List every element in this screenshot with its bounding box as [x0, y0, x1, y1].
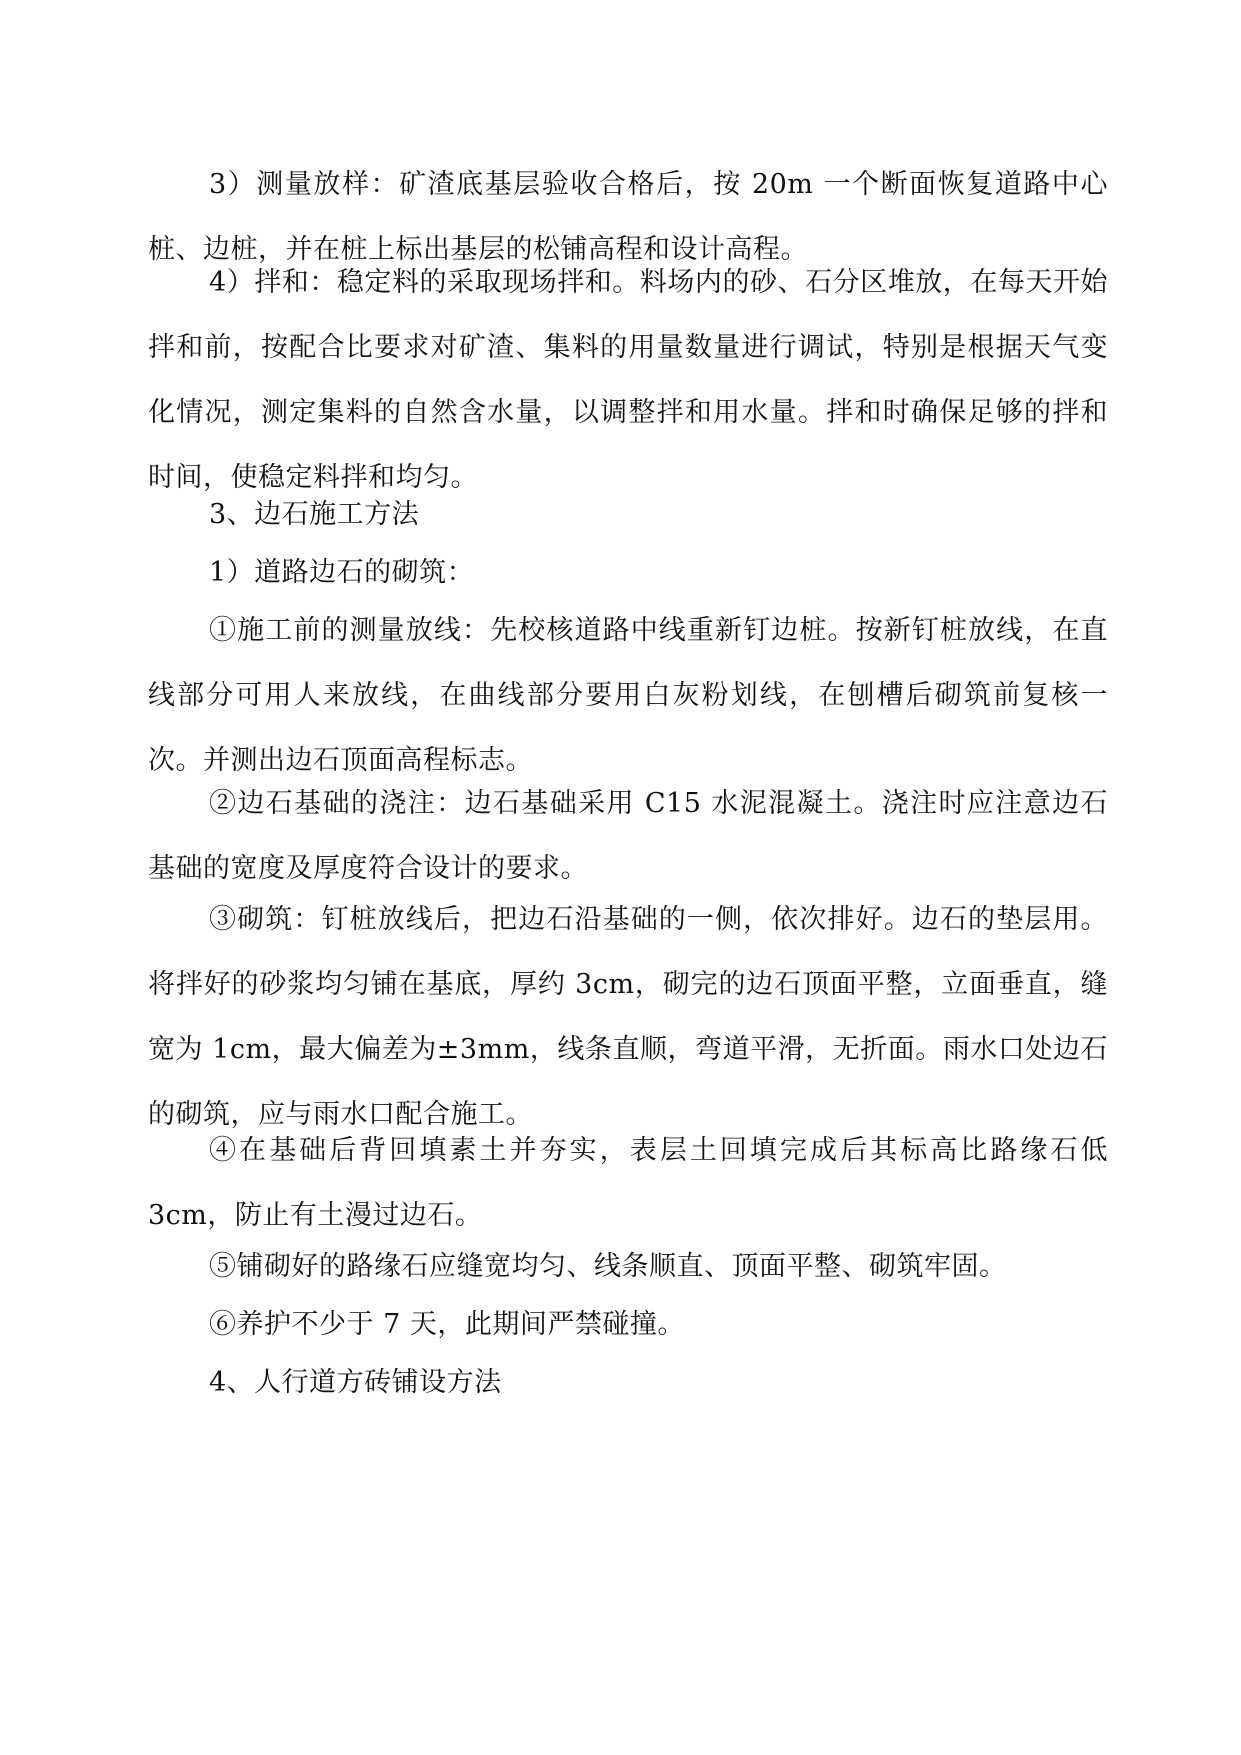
list-item-backfill: ④在基础后背回填素土并夯实，表层土回填完成后其标高比路缘石低3cm，防止有土漫过边石。 — [148, 1135, 1108, 1231]
section-heading-sidewalk-tiles: 4、人行道方砖铺设方法 — [209, 1367, 502, 1398]
list-item-foundation-pouring: ②边石基础的浇注：边石基础采用 C15 水泥混凝土。浇注时应注意边石基础的宽度及厚度符合设计的要求。 — [148, 788, 1108, 884]
list-item-survey-before-construction: ①施工前的测量放线：先校核道路中线重新钉边桩。按新钉桩放线，在直线部分可用人来放线，在曲线部分要用白灰粉划线，在刨槽后砌筑前复核一次。并测出边石顶面高程标志。 — [148, 615, 1108, 776]
subsection-heading-curb-masonry: 1）道路边石的砌筑： — [209, 557, 475, 588]
paragraph-mixing: 4）拌和：稳定料的采取现场拌和。料场内的砂、石分区堆放，在每天开始拌和前，按配合比要求对矿渣、集料的用量数量进行调试，特别是根据天气变化情况，测定集料的自然含水量，以调整拌和用水量。拌和时确保足够的拌和时间，使稳定料拌和均匀。 — [148, 267, 1108, 493]
list-item-curing: ⑥养护不少于 7 天，此期间严禁碰撞。 — [209, 1309, 685, 1340]
paragraph-survey-layout: 3）测量放样：矿渣底基层验收合格后，按 20m 一个断面恢复道路中心桩、边桩，并在桩上标出基层的松铺高程和设计高程。 — [148, 169, 1108, 265]
list-item-masonry: ③砌筑：钉桩放线后，把边石沿基础的一侧，依次排好。边石的垫层用。将拌好的砂浆均匀铺在基底，厚约 3cm，砌完的边石顶面平整，立面垂直，缝宽为 1cm，最大偏差为±3mm，线条直顺，弯道平滑，无折面。雨水口处边石的砌筑，应与雨水口配合施工。 — [148, 904, 1108, 1130]
list-item-quality: ⑤铺砌好的路缘石应缝宽均匀、线条顺直、顶面平整、砌筑牢固。 — [209, 1251, 1007, 1282]
section-heading-curb-construction: 3、边石施工方法 — [209, 499, 420, 530]
